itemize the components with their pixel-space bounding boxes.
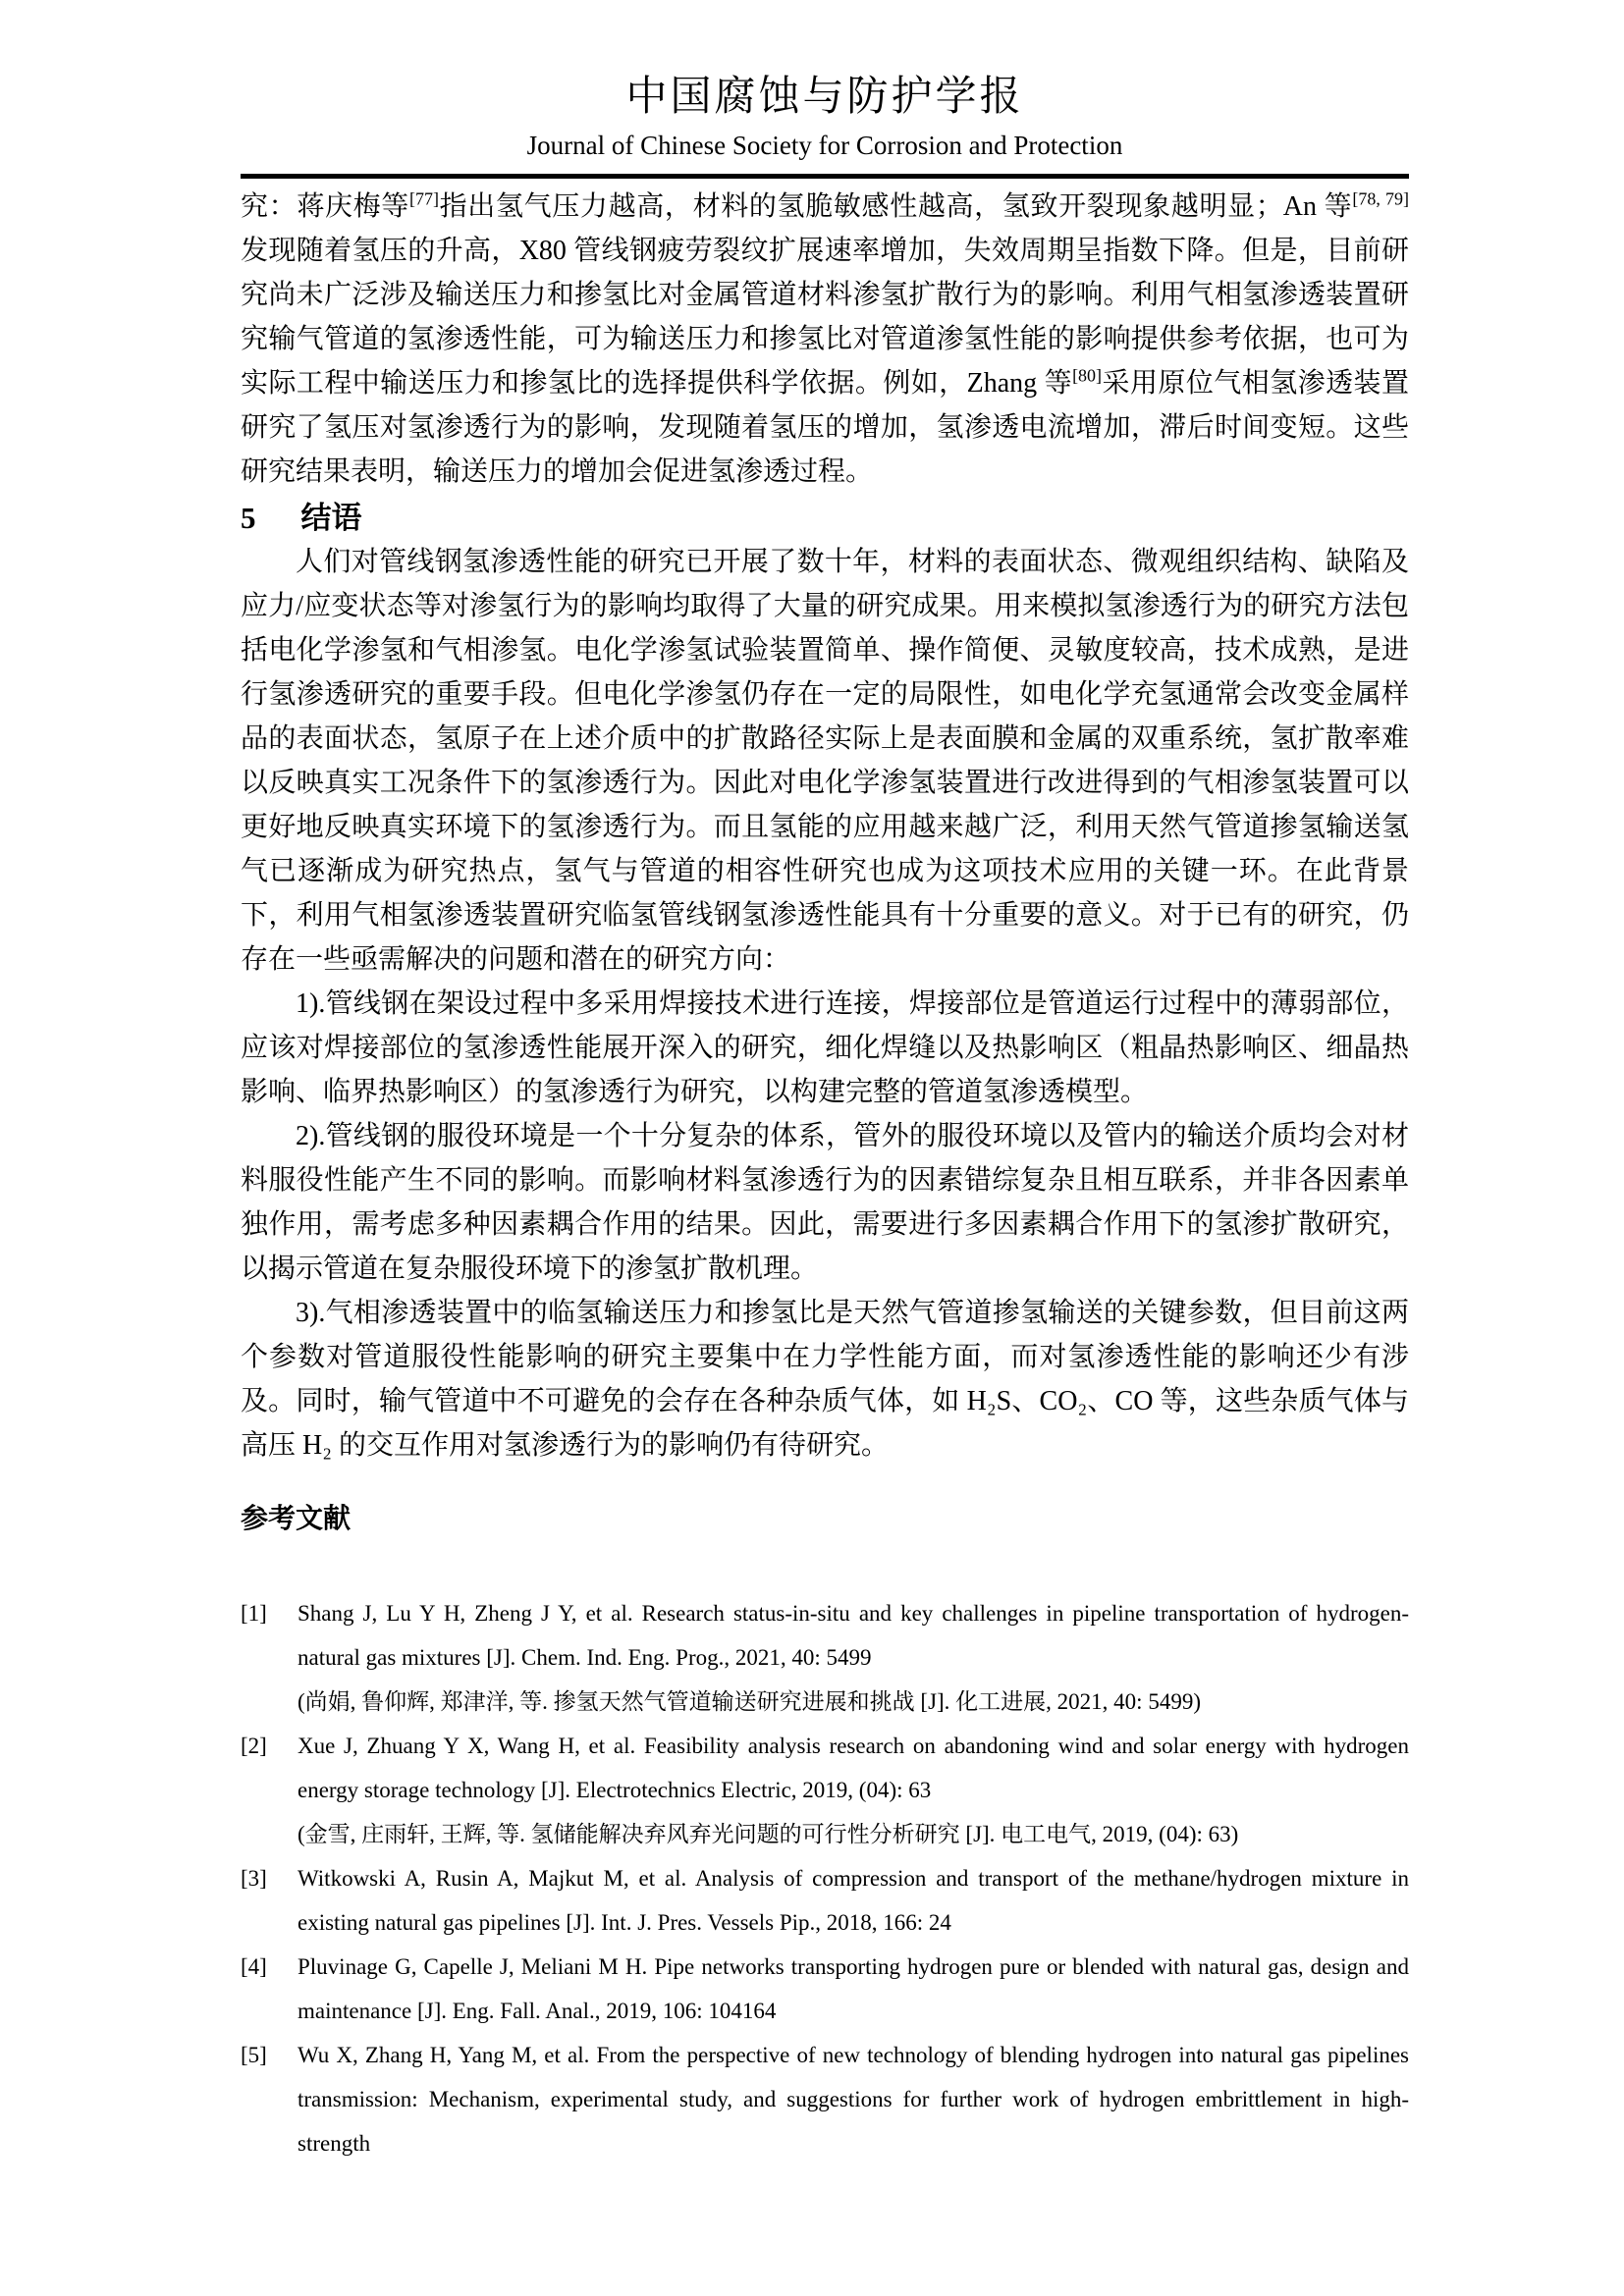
reference-number: [4] <box>241 1954 267 1979</box>
article-body <box>241 185 1409 1468</box>
page-content <box>241 0 1409 2165</box>
citation-superscript: [77] <box>408 188 439 209</box>
section-heading-conclusion <box>241 496 1409 540</box>
reference-text-english: Pluvinage G, Capelle J, Meliani M H. Pipe networks transporting hydrogen pure or blended with natural gas, design and maintenance [J]. Eng. Fall. Anal., 2019, 106: 104164 <box>298 1954 1409 2023</box>
section-number: 5 <box>241 501 256 535</box>
reference-text-english: Xue J, Zhuang Y X, Wang H, et al. Feasibility analysis research on abandoning wind and solar energy with hydrogen energy storage technology [J]. Electrotechnics Electric, 2019, (04): 63 <box>298 1734 1409 1802</box>
citation-superscript: [78, 79] <box>1352 188 1409 209</box>
reference-item <box>241 1724 1409 1856</box>
reference-text-english: Witkowski A, Rusin A, Majkut M, et al. Analysis of compression and transport of the methane/hydrogen mixture in existing natural gas pipelines [J]. Int. J. Pres. Vessels Pip., 2018, 166: 24 <box>298 1866 1409 1935</box>
journal-title-chinese: 中国腐蚀与防护学报 <box>625 75 1024 120</box>
reference-item <box>241 1591 1409 1724</box>
reference-text-chinese: (金雪, 庄雨轩, 王辉, 等. 氢储能解决弃风弃光问题的可行性分析研究 [J]. 电工电气, 2019, (04): 63) <box>298 1822 1239 1846</box>
paragraph-continued <box>241 185 1409 494</box>
citation-superscript: [80] <box>1072 365 1103 386</box>
reference-number: [1] <box>241 1601 267 1626</box>
reference-number: [5] <box>241 2043 267 2067</box>
conclusion-point-1: 1).管线钢在架设过程中多采用焊接技术进行连接，焊接部位是管道运行过程中的薄弱部位，应该对焊接部位的氢渗透性能展开深入的研究，细化焊缝以及热影响区（粗晶热影响区、细晶热影响、临界热影响区）的氢渗透行为研究，以构建完整的管道氢渗透模型。 <box>241 988 1409 1107</box>
body-text-segment: 发现随着氢压的升高，X80 管线钢疲劳裂纹扩展速率增加，失效周期呈指数下降。但是，目前研究尚未广泛涉及输送压力和掺氢比对金属管道材料渗氢扩散行为的影响。利用气相氢渗透装置研究输气管道的氢渗透性能，可为输送压力和掺氢比对管道渗氢性能的影响提供参考依据，也可为实际工程中输送压力和掺氢比的选择提供科学依据。例如，Zhang 等 <box>241 236 1409 399</box>
conclusion-paragraph: 人们对管线钢氢渗透性能的研究已开展了数十年，材料的表面状态、微观组织结构、缺陷及应力/应变状态等对渗氢行为的影响均取得了大量的研究成果。用来模拟氢渗透行为的研究方法包括电化学渗氢和气相渗氢。电化学渗氢试验装置简单、操作简便、灵敏度较高，技术成熟，是进行氢渗透研究的重要手段。但电化学渗氢仍存在一定的局限性，如电化学充氢通常会改变金属样品的表面状态，氢原子在上述介质中的扩散路径实际上是表面膜和金属的双重系统，氢扩散率难以反映真实工况条件下的氢渗透行为。因此对电化学渗氢装置进行改进得到的气相渗氢装置可以更好地反映真实环境下的氢渗透行为。而且氢能的应用越来越广泛，利用天然气管道掺氢输送氢气已逐渐成为研究热点，氢气与管道的相容性研究也成为这项技术应用的关键一环。在此背景下，利用气相氢渗透装置研究临氢管线钢氢渗透性能具有十分重要的意义。对于已有的研究，仍存在一些亟需解决的问题和潜在的研究方向： <box>241 547 1409 975</box>
references-heading: 参考文献 <box>241 1504 352 1534</box>
body-text-segment: 指出氢气压力越高，材料的氢脆敏感性越高，氢致开裂现象越明显；An 等 <box>438 191 1353 222</box>
reference-item <box>241 1945 1409 2033</box>
section-title: 结语 <box>300 501 362 535</box>
reference-item <box>241 1856 1409 1945</box>
conclusion-point-2: 2).管线钢的服役环境是一个十分复杂的体系，管外的服役环境以及管内的输送介质均会对材料服役性能产生不同的影响。而影响材料氢渗透行为的因素错综复杂且相互联系，并非各因素单独作用，需考虑多种因素耦合作用的结果。因此，需要进行多因素耦合作用下的氢渗扩散研究，以揭示管道在复杂服役环境下的渗氢扩散机理。 <box>241 1121 1409 1284</box>
reference-text-english: Shang J, Lu Y H, Zheng J Y, et al. Research status-in-situ and key challenges in pipeline transportation of hydrogen-natural gas mixtures [J]. Chem. Ind. Eng. Prog., 2021, 40: 5499 <box>298 1601 1409 1670</box>
reference-number: [2] <box>241 1734 267 1758</box>
reference-item <box>241 2033 1409 2165</box>
reference-number: [3] <box>241 1866 267 1891</box>
body-text-segment: 采用原位气相氢渗透装置研究了氢压对氢渗透行为的影响，发现随着氢压的增加，氢渗透电流增加，滞后时间变短。这些研究结果表明，输送压力的增加会促进氢渗透过程。 <box>241 368 1409 487</box>
reference-text-english: Wu X, Zhang H, Yang M, et al. From the perspective of new technology of blending hydrogen into natural gas pipelines transmission: Mechanism, experimental study, and suggestions for further work of hydrogen embrittlement in high-strength <box>298 2043 1409 2156</box>
journal-title-english: Journal of Chinese Society for Corrosion and Protection <box>526 131 1123 160</box>
body-text-segment: 究：蒋庆梅等 <box>241 191 409 222</box>
references-list <box>241 1591 1409 2165</box>
header-divider <box>241 174 1409 179</box>
journal-header <box>241 0 1409 179</box>
reference-text-chinese: (尚娟, 鲁仰辉, 郑津洋, 等. 掺氢天然气管道输送研究进展和挑战 [J]. 化工进展, 2021, 40: 5499) <box>298 1689 1201 1714</box>
conclusion-point-3: 3).气相渗透装置中的临氢输送压力和掺氢比是天然气管道掺氢输送的关键参数，但目前这两个参数对管道服役性能影响的研究主要集中在力学性能方面，而对氢渗透性能的影响还少有涉及。同时，输气管道中不可避免的会存在各种杂质气体，如 H₂S、CO₂、CO 等，这些杂质气体与高压 H₂ 的交互作用对氢渗透行为的影响仍有待研究。 <box>241 1298 1409 1461</box>
